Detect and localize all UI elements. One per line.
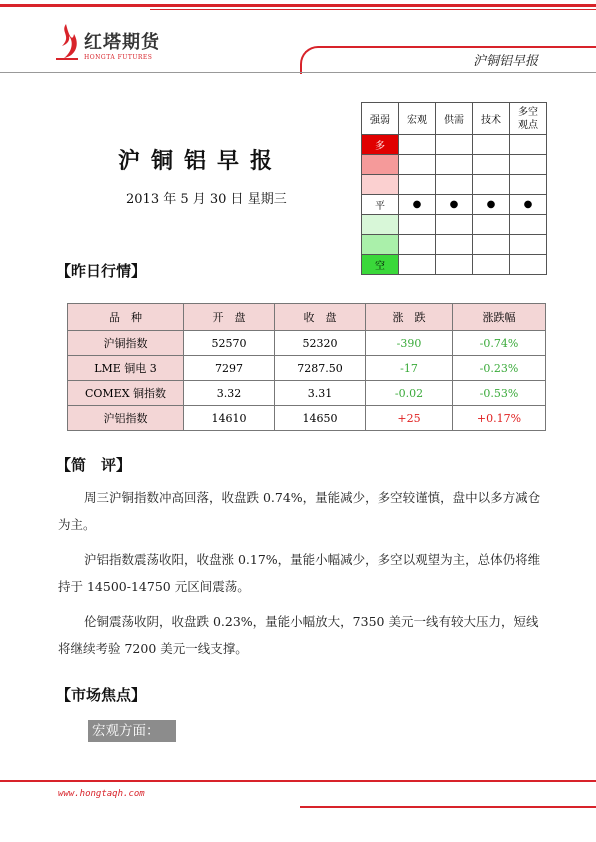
flat-mark-view: ● xyxy=(510,195,547,215)
review-paragraph-copper: 周三沪铜指数冲高回落，收盘跌 0.74%，量能减少，多空较谨慎，盘中以多方减仓为主。 xyxy=(58,490,541,532)
company-logo xyxy=(52,22,182,72)
header-divider xyxy=(0,72,596,73)
col-header-change: 涨 跌 xyxy=(366,304,453,331)
row-name: LME 铜电 3 xyxy=(68,356,184,381)
row-change: -0.02 xyxy=(366,381,453,406)
row-name: 沪铜指数 xyxy=(68,331,184,356)
macro-sub-label: 宏观方面： xyxy=(88,720,176,742)
signal-header-view: 多空 观点 xyxy=(510,103,547,135)
col-header-pct: 涨跌幅 xyxy=(453,304,546,331)
row-change: +25 xyxy=(366,406,453,431)
signal-header-tech: 技术 xyxy=(473,103,510,135)
flat-mark-macro: ● xyxy=(399,195,436,215)
footer-url-link[interactable]: www.hongtaqh.com xyxy=(58,789,145,799)
row-pct: +0.17% xyxy=(453,406,546,431)
row-name: 沪铝指数 xyxy=(68,406,184,431)
logo-text-en: HONGTA FUTURES xyxy=(84,54,153,61)
row-close: 3.31 xyxy=(275,381,366,406)
row-pct: -0.53% xyxy=(453,381,546,406)
row-close: 7287.50 xyxy=(275,356,366,381)
footer-rule xyxy=(0,780,596,782)
signal-level-short: 空 xyxy=(362,255,399,275)
section-focus: 【市场焦点】 xyxy=(56,686,147,704)
logo-text-cn: 红塔期货 xyxy=(84,32,160,53)
signal-header-supply: 供需 xyxy=(436,103,473,135)
signal-header-strength: 强弱 xyxy=(362,103,399,135)
row-open: 3.32 xyxy=(184,381,275,406)
review-paragraph-aluminum: 沪铝指数震荡收阳，收盘涨 0.17%，量能小幅减少，多空以观望为主，总体仍将维持于 14500-14750 元区间震荡。 xyxy=(58,552,541,594)
header-tab-curve xyxy=(300,46,596,74)
signal-level-long-2 xyxy=(362,155,399,175)
review-paragraph-lme: 伦铜震荡收阴，收盘跌 0.23%，量能小幅放大，7350 美元一线有较大压力，短线将继续考验 7200 美元一线支撑。 xyxy=(58,614,539,656)
header-report-name: 沪铜铝早报 xyxy=(472,54,538,69)
flame-logo-icon xyxy=(52,22,82,62)
header-thin-rule xyxy=(150,9,596,10)
signal-level-long-3 xyxy=(362,175,399,195)
signal-header-macro: 宏观 xyxy=(399,103,436,135)
signal-level-flat: 平 xyxy=(362,195,399,215)
row-pct: -0.23% xyxy=(453,356,546,381)
row-close: 14650 xyxy=(275,406,366,431)
page-title: 沪铜铝早报 xyxy=(118,149,284,174)
flat-mark-tech: ● xyxy=(473,195,510,215)
footer-rule-right xyxy=(300,806,596,808)
row-pct: -0.74% xyxy=(453,331,546,356)
row-name: COMEX 铜指数 xyxy=(68,381,184,406)
col-header-name: 品 种 xyxy=(68,304,184,331)
report-date: 2013 年 5 月 30 日 星期三 xyxy=(126,192,287,207)
row-open: 52570 xyxy=(184,331,275,356)
signal-level-short-2 xyxy=(362,235,399,255)
row-open: 7297 xyxy=(184,356,275,381)
table-row xyxy=(68,356,546,381)
signal-level-long: 多 xyxy=(362,135,399,155)
col-header-close: 收 盘 xyxy=(275,304,366,331)
flat-mark-supply: ● xyxy=(436,195,473,215)
header-top-rule xyxy=(0,4,596,7)
section-yesterday: 【昨日行情】 xyxy=(56,262,147,280)
row-open: 14610 xyxy=(184,406,275,431)
section-review: 【简 评】 xyxy=(56,456,132,474)
signal-level-short-3 xyxy=(362,215,399,235)
row-change: -390 xyxy=(366,331,453,356)
table-row xyxy=(68,406,546,431)
table-header-row xyxy=(68,304,546,331)
table-row xyxy=(68,381,546,406)
table-row xyxy=(68,331,546,356)
row-close: 52320 xyxy=(275,331,366,356)
market-table xyxy=(67,303,546,431)
signal-table xyxy=(361,102,547,275)
row-change: -17 xyxy=(366,356,453,381)
col-header-open: 开 盘 xyxy=(184,304,275,331)
